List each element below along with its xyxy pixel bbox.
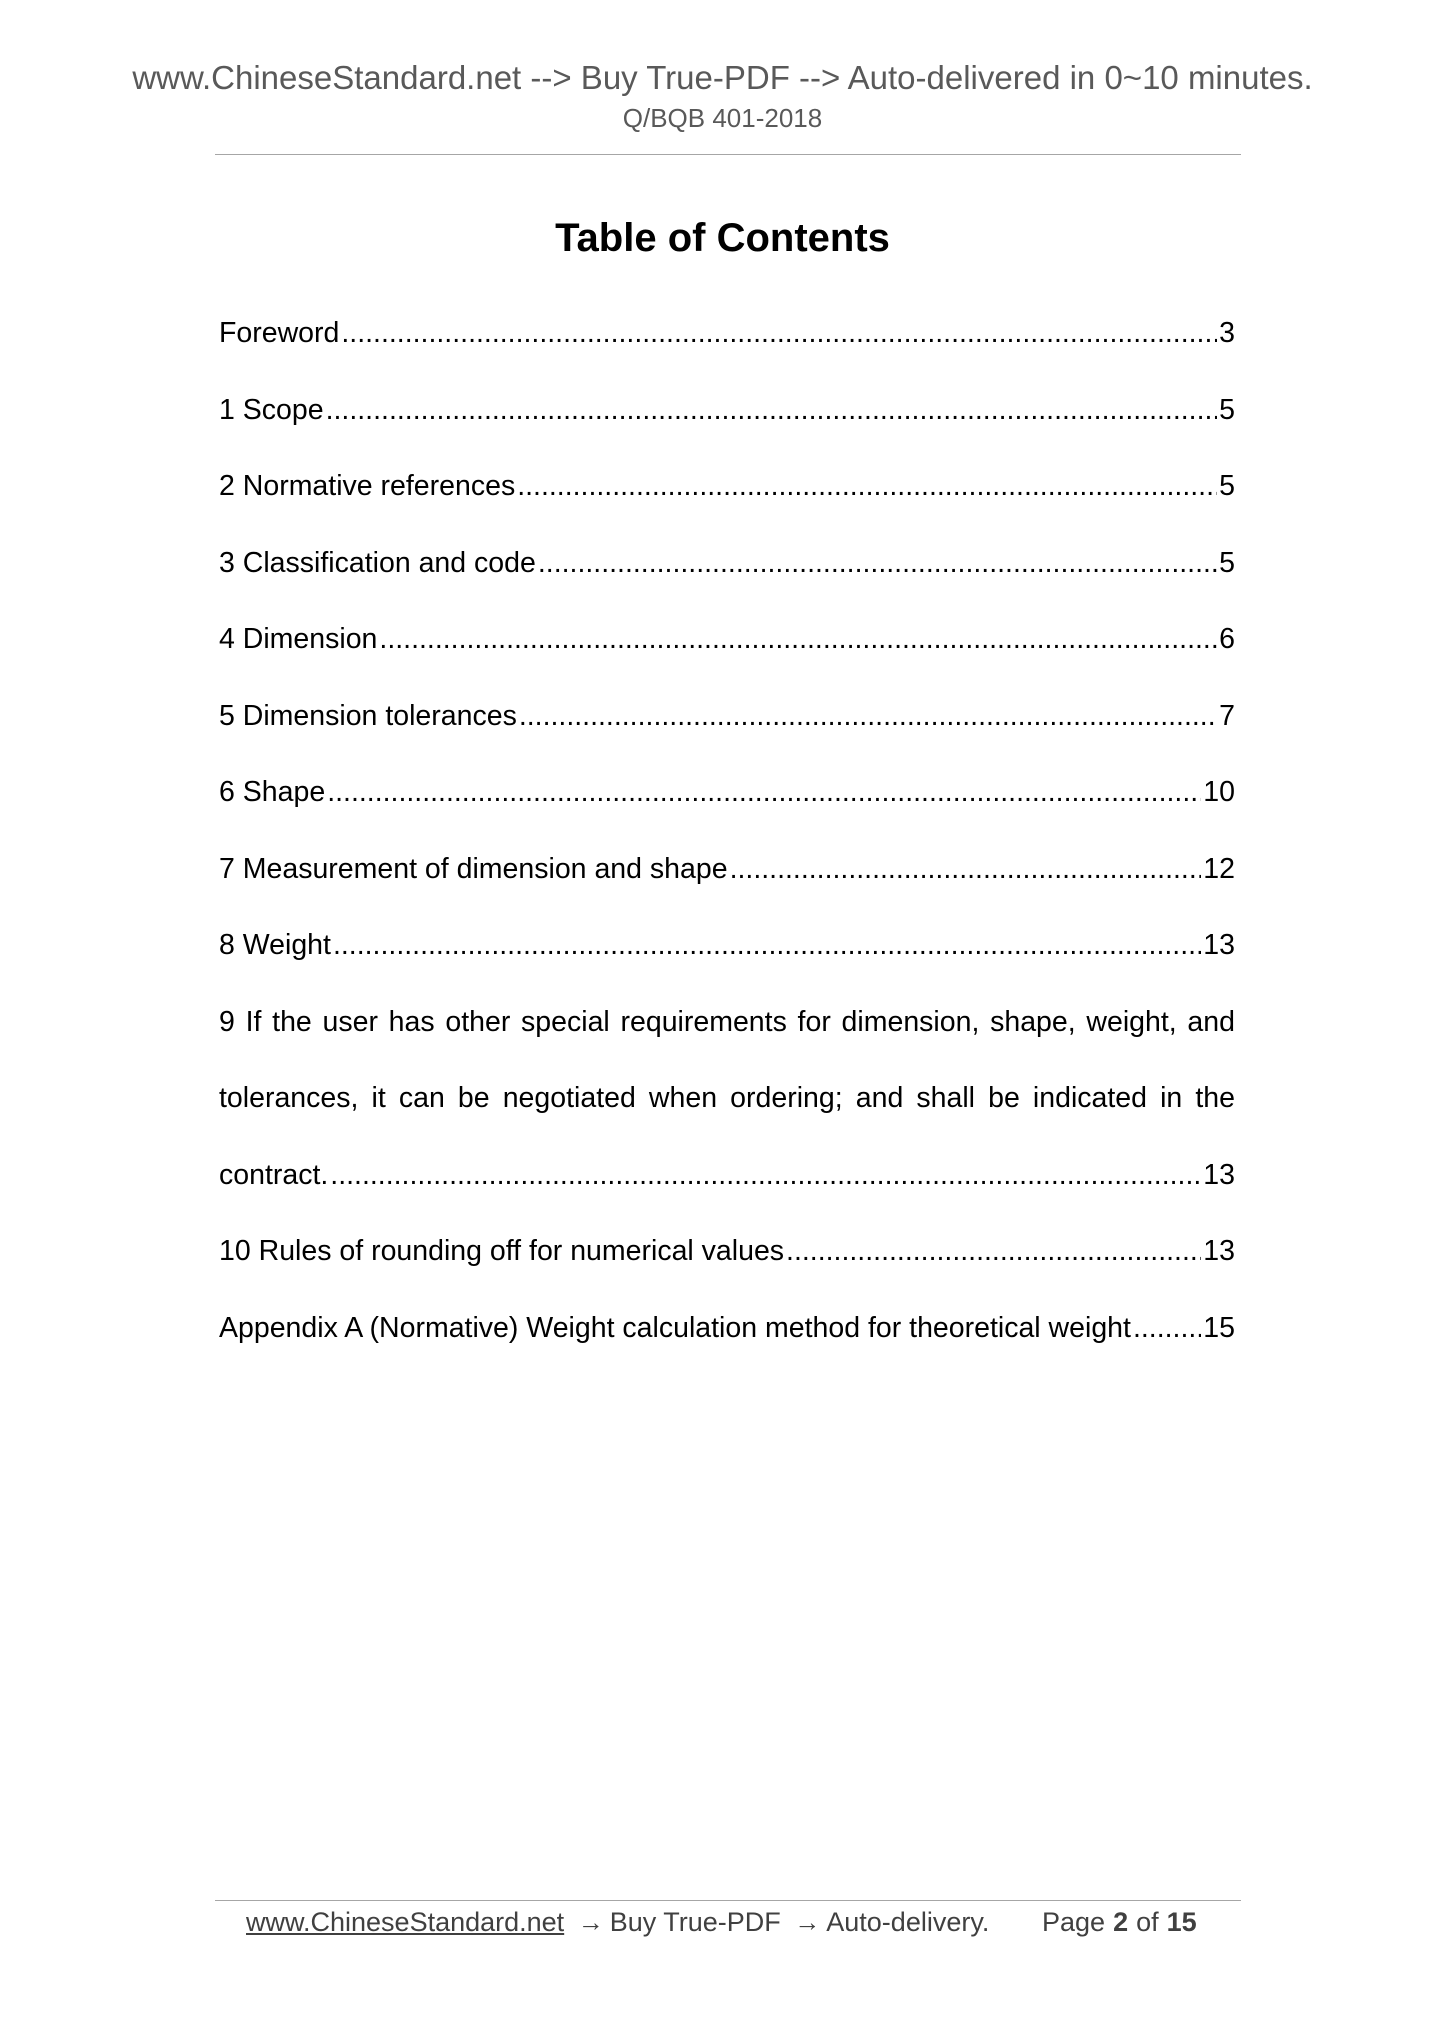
toc-dot-leader	[333, 919, 1201, 971]
toc-dot-leader	[326, 384, 1218, 436]
header-banner: www.ChineseStandard.net --> Buy True-PDF --> Auto-delivered in 0~10 minutes.	[132, 59, 1313, 96]
toc-entry-label: 8 Weight	[219, 929, 331, 961]
toc-dot-leader	[730, 843, 1202, 895]
toc-entry-label: contract.	[219, 1158, 329, 1191]
of-word: of	[1136, 1907, 1159, 1937]
toc-dot-leader	[330, 1149, 1201, 1201]
toc-dot-leader	[786, 1225, 1201, 1277]
toc-entry-label: 1 Scope	[219, 393, 324, 426]
footer-buy-text: Buy True-PDF	[609, 1907, 781, 1937]
toc-entry-special-requirements-line1[interactable]: 9 If the user has other special requirements for dimension, shape, weight, and	[219, 1005, 1235, 1038]
toc-dot-leader	[327, 766, 1201, 818]
toc-entry-page: 3	[1219, 317, 1235, 349]
toc-entry-page: 5	[1219, 393, 1235, 426]
toc-entry-classification[interactable]	[219, 537, 1235, 614]
toc-entry-page: 10	[1203, 776, 1235, 808]
toc-entry-label: 7 Measurement of dimension and shape	[219, 852, 728, 885]
toc-entry-weight[interactable]	[219, 919, 1235, 996]
toc-list	[219, 307, 1235, 1378]
toc-entry-page: 13	[1203, 929, 1235, 961]
arrow-right-icon: →	[577, 1907, 604, 1937]
toc-entry-rounding-rules[interactable]	[219, 1225, 1235, 1302]
header-divider	[215, 154, 1241, 155]
toc-dot-leader	[517, 460, 1217, 512]
footer-site-link[interactable]: www.ChineseStandard.net	[246, 1907, 565, 1937]
toc-entry-special-requirements-line2[interactable]: tolerances, it can be negotiated when ordering; and shall be indicated in the	[219, 1082, 1235, 1114]
toc-entry-page: 7	[1219, 699, 1235, 732]
toc-entry-label: 2 Normative references	[219, 470, 516, 502]
toc-entry-shape[interactable]	[219, 766, 1235, 843]
toc-entry-page: 6	[1219, 623, 1235, 655]
toc-entry-measurement[interactable]	[219, 843, 1235, 920]
toc-entry-appendix-a[interactable]	[219, 1302, 1235, 1379]
page-total: 15	[1166, 1907, 1197, 1937]
toc-entry-label: Foreword	[219, 317, 340, 349]
page-word: Page	[1042, 1907, 1106, 1937]
toc-title: Table of Contents	[555, 216, 890, 260]
toc-dot-leader	[519, 690, 1217, 742]
toc-entry-page: 15	[1203, 1311, 1235, 1344]
footer-delivery-text: Auto-delivery.	[826, 1907, 990, 1937]
toc-entry-page: 13	[1203, 1235, 1235, 1267]
toc-entry-page: 5	[1219, 470, 1235, 502]
toc-entry-normative-references[interactable]	[219, 460, 1235, 537]
toc-entry-page: 5	[1219, 546, 1235, 579]
toc-entry-label: Appendix A (Normative) Weight calculation method for theoretical weight	[219, 1311, 1131, 1344]
page-footer	[246, 1898, 1216, 1946]
toc-entry-dimension-tolerances[interactable]	[219, 690, 1235, 767]
toc-entry-page: 13	[1203, 1158, 1235, 1191]
page-current: 2	[1113, 1907, 1129, 1937]
toc-entry-label: 6 Shape	[219, 776, 326, 808]
page-number	[1042, 1898, 1205, 1946]
toc-entry-scope[interactable]	[219, 384, 1235, 461]
arrow-right-icon: →	[794, 1907, 821, 1937]
toc-dot-leader	[1133, 1302, 1201, 1354]
standard-code: Q/BQB 401-2018	[622, 103, 823, 133]
toc-entry-label: 5 Dimension tolerances	[219, 699, 517, 732]
toc-dot-leader	[538, 537, 1217, 589]
toc-entry-label: 4 Dimension	[219, 623, 378, 655]
toc-entry-label: 10 Rules of rounding off for numerical values	[219, 1235, 785, 1267]
toc-dot-leader	[379, 613, 1217, 665]
toc-dot-leader	[341, 307, 1217, 359]
toc-entry-label: 3 Classification and code	[219, 546, 536, 579]
toc-entry-special-requirements[interactable]	[219, 1149, 1235, 1226]
toc-entry-page: 12	[1203, 852, 1235, 885]
toc-entry-dimension[interactable]	[219, 613, 1235, 690]
toc-entry-foreword[interactable]	[219, 307, 1235, 384]
